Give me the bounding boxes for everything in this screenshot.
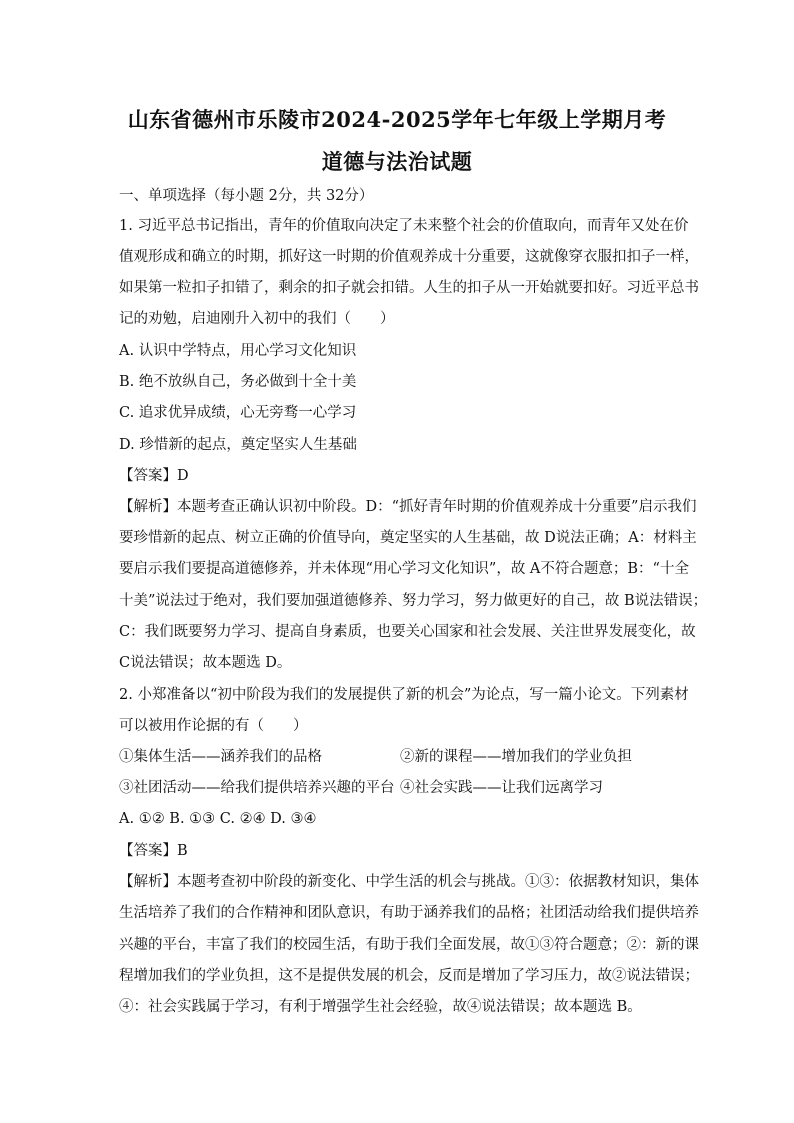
- q2-stem-line: 可以被用作论据的有（ ）: [119, 718, 308, 734]
- section-heading: 一、单项选择（每小题 2分，共 32分）: [119, 188, 374, 204]
- q2-analysis-line: 【解析】本题考查初中阶段的新变化、中学生活的机会与挑战。①③：依据教材知识，集体: [119, 874, 699, 890]
- q1-option-a: A. 认识中学特点，用心学习文化知识: [119, 343, 357, 359]
- exam-subtitle: 道德与法治试题: [321, 149, 473, 174]
- q1-analysis-line: 【解析】本题考查正确认识初中阶段。D：“抓好青年时期的价值观养成十分重要”启示我们: [119, 499, 697, 515]
- q2-options: A. ①② B. ①③ C. ②④ D. ③④: [119, 811, 317, 827]
- q1-option-b: B. 绝不放纵自己，务必做到十全十美: [119, 374, 357, 390]
- q1-analysis-line: 要珍惜新的起点、树立正确的价值导向，奠定坚实的人生基础，故 D说法正确；A：材料主: [119, 530, 697, 546]
- q2-analysis-line: ④：社会实践属于学习，有利于增强学生社会经验，故④说法错误；故本题选 B。: [119, 999, 642, 1015]
- q1-analysis-line: 十美”说法过于绝对，我们要加强道德修养、努力学习，努力做更好的自己，故 B说法错误；: [119, 593, 708, 609]
- q1-analysis-line: C说法错误；故本题选 D。: [119, 655, 292, 671]
- q2-answer: 【答案】B: [119, 843, 188, 859]
- q1-stem-line: 1. 习近平总书记指出，青年的价值取向决定了未来整个社会的价值取向，而青年又处在价: [119, 218, 689, 234]
- q1-option-d: D. 珍惜新的起点，奠定坚实人生基础: [119, 437, 357, 453]
- q1-answer: 【答案】D: [119, 468, 189, 484]
- q1-stem-line: 记的劝勉，启迪刚升入初中的我们（ ）: [119, 311, 395, 327]
- q1-analysis-line: 要启示我们要提高道德修养，并未体现“用心学习文化知识”，故 A不符合题意；B：“十全: [119, 561, 689, 577]
- q1-stem-line: 值观形成和确立的时期，抓好这一时期的价值观养成十分重要，这就像穿衣服扣扣子一样，: [119, 249, 699, 265]
- q1-stem-line: 如果第一粒扣子扣错了，剩余的扣子就会扣错。人生的扣子从一开始就要扣好。习近平总书: [119, 280, 699, 296]
- q1-analysis-line: C：我们既要努力学习、提高自身素质，也要关心国家和社会发展、关注世界发展变化，故: [119, 624, 696, 640]
- q2-material-1: ①集体生活——涵养我们的品格: [119, 749, 322, 765]
- q2-analysis-line: 生活培养了我们的合作精神和团队意识，有助于涵养我们的品格；社团活动给我们提供培养: [119, 905, 699, 921]
- q2-analysis-line: 程增加我们的学业负担，这不是提供发展的机会，反而是增加了学习压力，故②说法错误；: [119, 968, 699, 984]
- q2-material-3: ③社团活动——给我们提供培养兴趣的平台: [119, 780, 395, 796]
- exam-title: 山东省德州市乐陵市2024-2025学年七年级上学期月考: [127, 107, 667, 132]
- q2-material-4: ④社会实践——让我们远离学习: [400, 780, 603, 796]
- q2-material-2: ②新的课程——增加我们的学业负担: [400, 749, 632, 765]
- q1-option-c: C. 追求优异成绩，心无旁骛一心学习: [119, 405, 357, 421]
- q2-stem-line: 2. 小郑准备以“初中阶段为我们的发展提供了新的机会”为论点，写一篇小论文。下列素材: [119, 687, 689, 703]
- q2-analysis-line: 兴趣的平台，丰富了我们的校园生活，有助于我们全面发展，故①③符合题意；②：新的课: [119, 937, 699, 953]
